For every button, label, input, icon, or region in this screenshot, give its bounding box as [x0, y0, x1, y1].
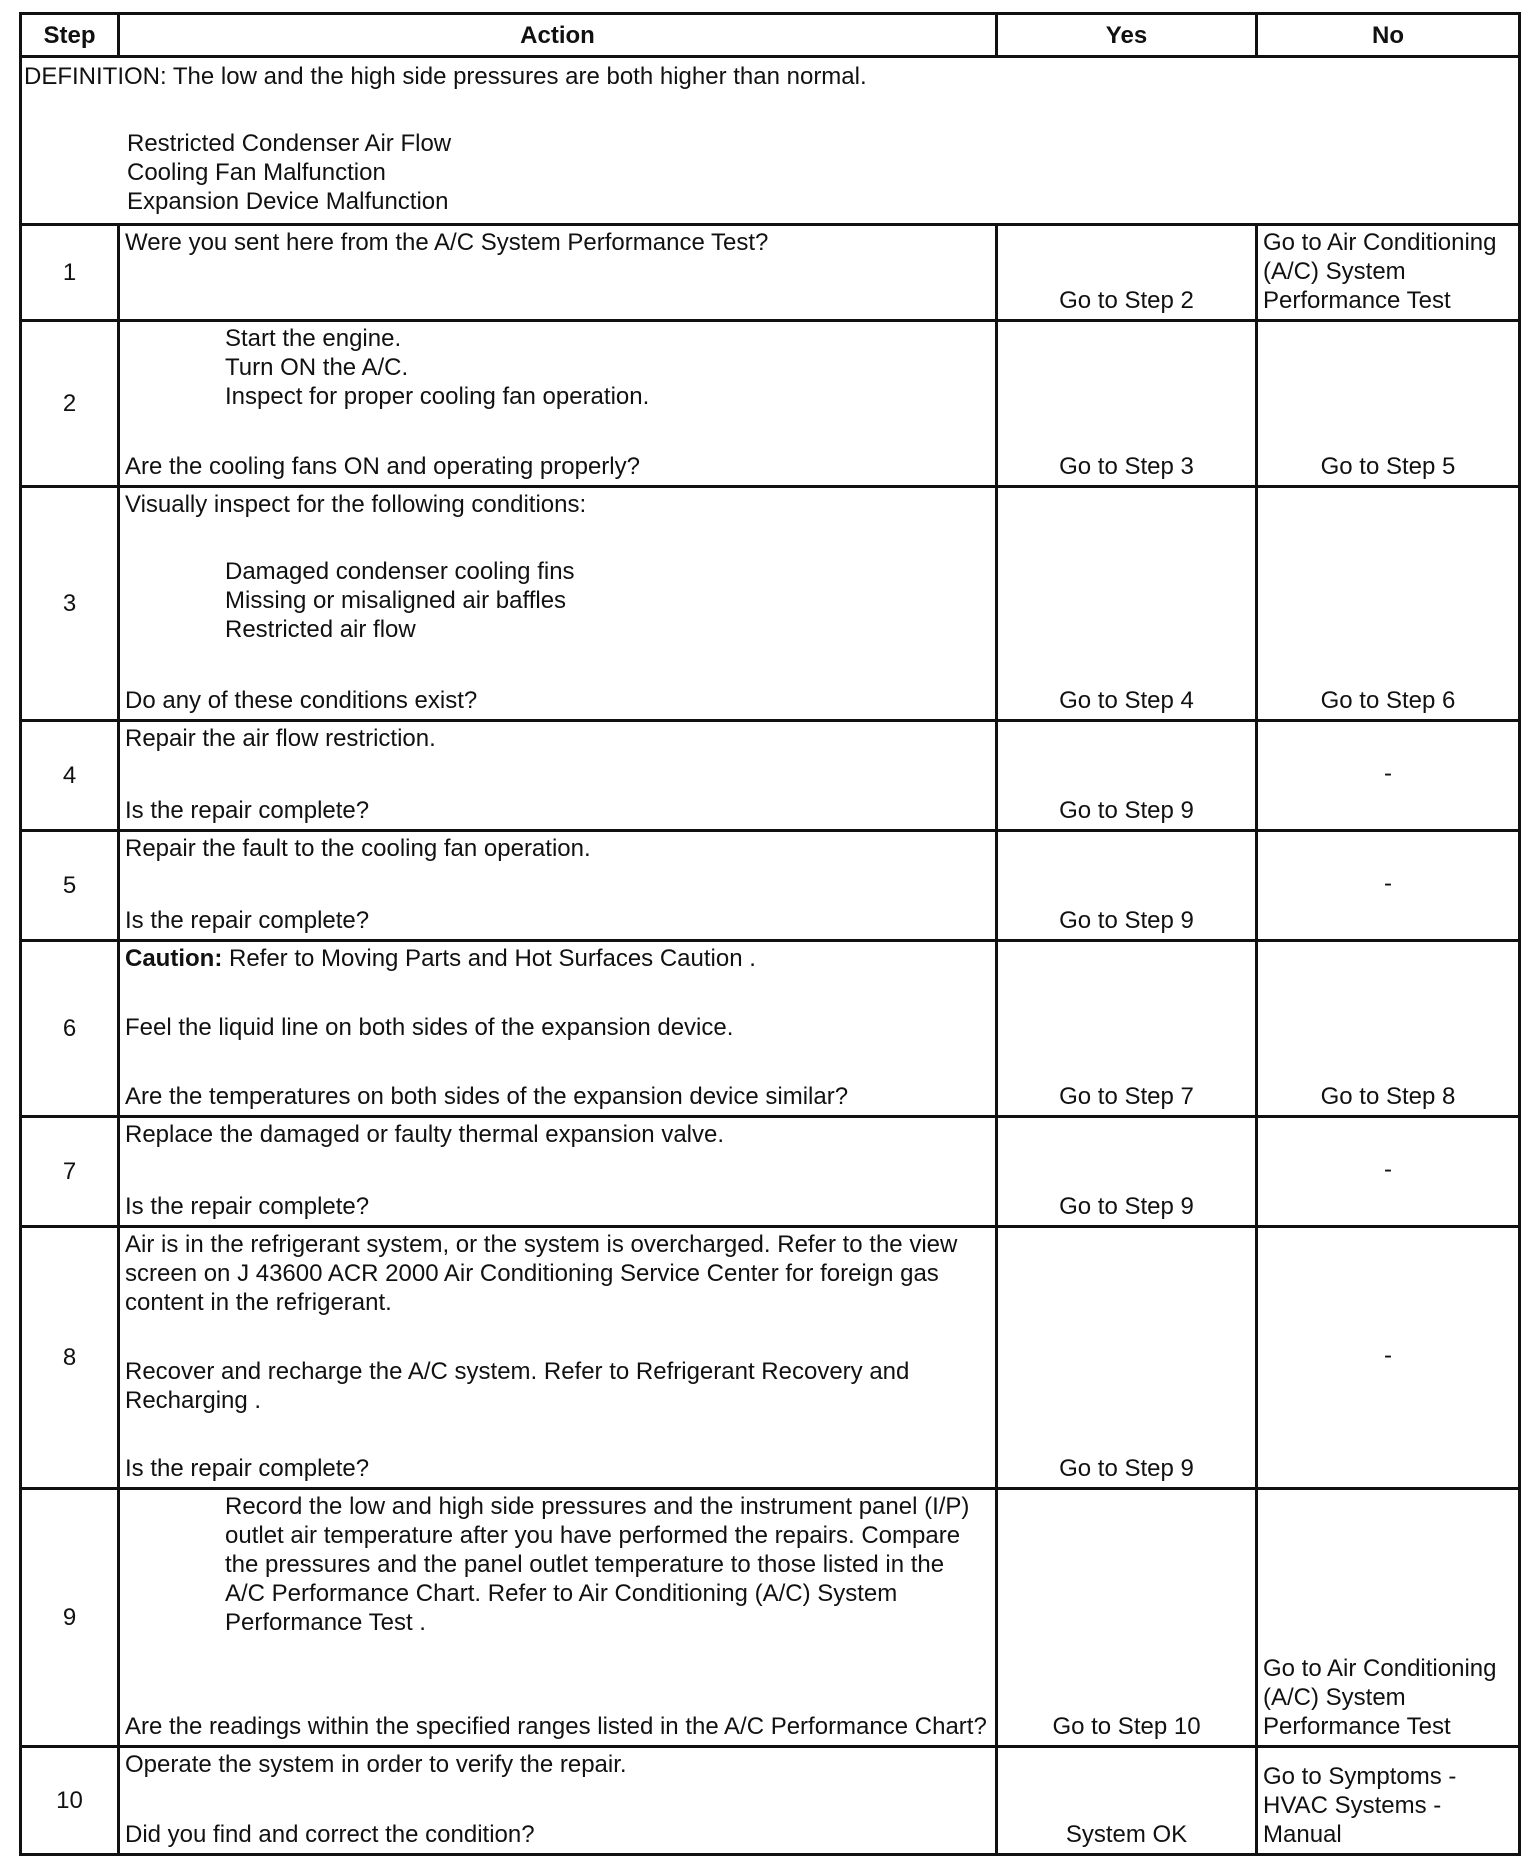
yes-cell: Go to Step 7 [997, 941, 1257, 1117]
definition-cell [21, 57, 1520, 225]
cause-item: Cooling Fan Malfunction [127, 159, 386, 186]
action-cell [119, 225, 997, 321]
action-question: Were you sent here from the A/C System Performance Test? [125, 229, 769, 256]
action-sub-steps [125, 557, 991, 644]
sub-step: Start the engine. [225, 325, 402, 352]
action-cell [119, 1117, 997, 1227]
action-question: Are the cooling fans ON and operating properly? [125, 453, 640, 480]
sub-step: Inspect for proper cooling fan operation. [225, 383, 650, 410]
step-number: 9 [21, 1489, 119, 1747]
cause-list [28, 129, 1512, 216]
step-number: 4 [21, 721, 119, 831]
no-cell: Go to Step 5 [1257, 321, 1520, 487]
header-row [21, 14, 1520, 57]
definition-row [21, 57, 1520, 225]
yes-cell: Go to Step 9 [997, 1117, 1257, 1227]
step-number: 6 [21, 941, 119, 1117]
action-middle: Feel the liquid line on both sides of the expansion device. [125, 1014, 734, 1041]
yes-cell: Go to Step 9 [997, 831, 1257, 941]
header-step: Step [21, 14, 119, 57]
step-number: 2 [21, 321, 119, 487]
diagnostic-table [19, 12, 1521, 1856]
action-question: Do any of these conditions exist? [125, 687, 478, 714]
no-cell: - [1257, 831, 1520, 941]
step-number: 5 [21, 831, 119, 941]
table-row [21, 487, 1520, 721]
action-sub-text: Record the low and high side pressures and the instrument panel (I/P) outlet air temperature after you have performed the repairs. Compare the pressures and the panel outlet temperature to those listed in the A/C Performance Chart. Refer to Air Conditioning (A/C) System Performance Test . [225, 1493, 970, 1636]
action-question: Are the readings within the specified ranges listed in the A/C Performance Chart? [125, 1713, 987, 1740]
header-action: Action [119, 14, 997, 57]
action-question: Is the repair complete? [125, 907, 370, 934]
cause-item: Restricted Condenser Air Flow [127, 130, 452, 157]
action-sub-steps [125, 324, 991, 411]
caution-text: Refer to Moving Parts and Hot Surfaces Caution . [222, 945, 756, 972]
table-row [21, 1117, 1520, 1227]
yes-cell: Go to Step 3 [997, 321, 1257, 487]
action-cell [119, 831, 997, 941]
yes-cell: Go to Step 2 [997, 225, 1257, 321]
cause-item: Expansion Device Malfunction [127, 188, 449, 215]
action-intro: Repair the air flow restriction. [125, 725, 436, 752]
table-row [21, 721, 1520, 831]
no-cell: Go to Step 6 [1257, 487, 1520, 721]
sub-step: Restricted air flow [225, 616, 416, 643]
header-yes: Yes [997, 14, 1257, 57]
no-cell: Go to Air Conditioning (A/C) System Performance Test [1257, 225, 1520, 321]
sub-step: Missing or misaligned air baffles [225, 587, 567, 614]
table-row [21, 1747, 1520, 1855]
table-row [21, 831, 1520, 941]
yes-cell: System OK [997, 1747, 1257, 1855]
step-number: 8 [21, 1227, 119, 1489]
no-cell: - [1257, 1117, 1520, 1227]
yes-cell: Go to Step 9 [997, 1227, 1257, 1489]
step-number: 7 [21, 1117, 119, 1227]
yes-cell: Go to Step 4 [997, 487, 1257, 721]
action-intro: Visually inspect for the following conditions: [125, 491, 587, 518]
yes-cell: Go to Step 10 [997, 1489, 1257, 1747]
table-row [21, 321, 1520, 487]
sub-step: Damaged condenser cooling fins [225, 558, 575, 585]
caution-label: Caution: [125, 945, 223, 972]
action-cell [119, 1227, 997, 1489]
action-question: Is the repair complete? [125, 1455, 370, 1482]
action-question: Are the temperatures on both sides of the expansion device similar? [125, 1083, 849, 1110]
definition-text: DEFINITION: The low and the high side pressures are both higher than normal. [24, 63, 867, 90]
action-cell [119, 941, 997, 1117]
action-cell [119, 487, 997, 721]
action-cell [119, 1747, 997, 1855]
action-cell [119, 321, 997, 487]
action-question: Is the repair complete? [125, 1193, 370, 1220]
action-question: Is the repair complete? [125, 797, 370, 824]
no-cell: Go to Symptoms - HVAC Systems - Manual [1257, 1747, 1520, 1855]
no-cell: Go to Air Conditioning (A/C) System Performance Test [1257, 1489, 1520, 1747]
no-cell: Go to Step 8 [1257, 941, 1520, 1117]
action-intro: Repair the fault to the cooling fan operation. [125, 835, 591, 862]
table-row [21, 1489, 1520, 1747]
table-row [21, 1227, 1520, 1489]
action-cell [119, 1489, 997, 1747]
caution-line [125, 944, 991, 973]
yes-cell: Go to Step 9 [997, 721, 1257, 831]
sub-step: Turn ON the A/C. [225, 354, 409, 381]
table-row [21, 941, 1520, 1117]
action-middle: Recover and recharge the A/C system. Refer to Refrigerant Recovery and Recharging . [125, 1357, 910, 1414]
table-row [21, 225, 1520, 321]
action-intro: Air is in the refrigerant system, or the system is overcharged. Refer to the view screen on J 43600 ACR 2000 Air Conditioning Service Center for foreign gas content in the refrigerant. [125, 1231, 958, 1316]
action-intro: Operate the system in order to verify the repair. [125, 1751, 627, 1778]
action-question: Did you find and correct the condition? [125, 1821, 535, 1848]
no-cell: - [1257, 1227, 1520, 1489]
step-number: 10 [21, 1747, 119, 1855]
action-intro: Replace the damaged or faulty thermal expansion valve. [125, 1121, 725, 1148]
no-cell: - [1257, 721, 1520, 831]
action-cell [119, 721, 997, 831]
step-number: 3 [21, 487, 119, 721]
header-no: No [1257, 14, 1520, 57]
step-number: 1 [21, 225, 119, 321]
